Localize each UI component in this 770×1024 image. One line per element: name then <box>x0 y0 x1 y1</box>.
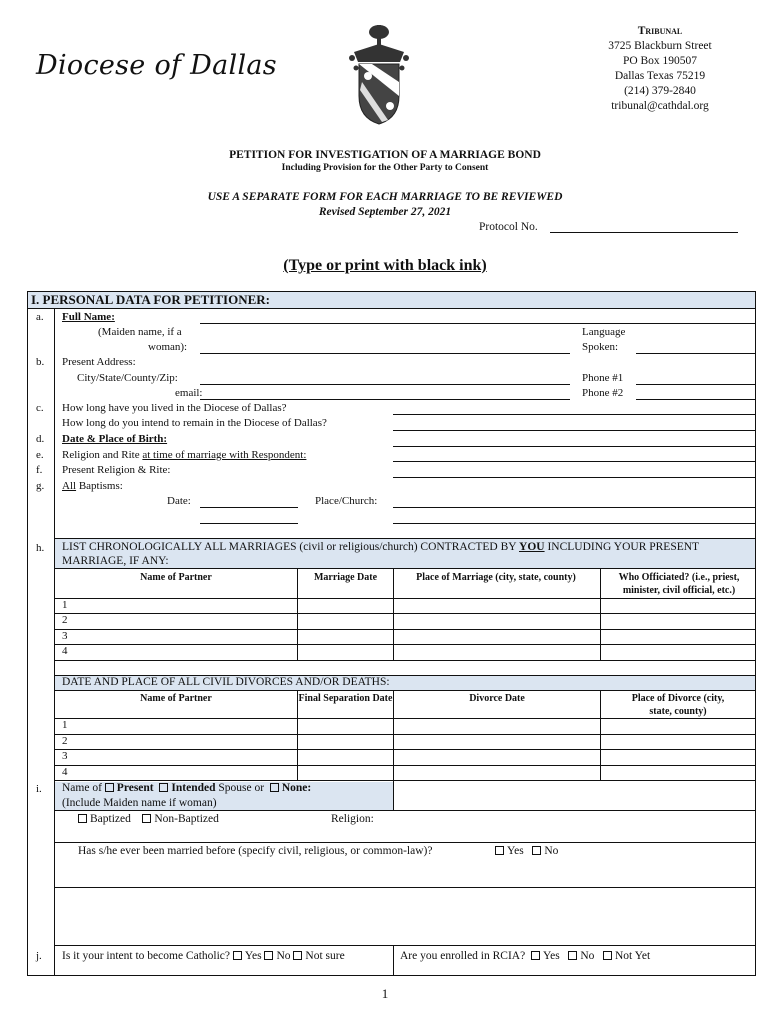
married-before-yes-checkbox[interactable] <box>495 846 504 855</box>
divorce-col-place: Place of Divorce (city, state, county) <box>631 693 725 717</box>
catholic-yes-checkbox[interactable] <box>233 951 242 960</box>
email-field[interactable] <box>200 399 570 400</box>
marriage-row-num: 4 <box>62 645 68 657</box>
divorce-col-partner: Name of Partner <box>140 693 212 704</box>
divorce-row-num: 1 <box>62 719 68 731</box>
baptism-date-field[interactable] <box>200 507 298 508</box>
divorce-row-num: 3 <box>62 750 68 762</box>
birth-field[interactable] <box>393 446 755 447</box>
phone2-field[interactable] <box>636 399 755 400</box>
marriage-col-partner: Name of Partner <box>140 572 212 583</box>
catholic-not-sure-checkbox[interactable] <box>293 951 302 960</box>
protocol-field[interactable] <box>550 232 738 233</box>
ink-note: (Type or print with black ink) <box>283 257 487 274</box>
tribunal-address: Tribunal 3725 Blackburn Street PO Box 190507 Dallas Texas 75219 (214) 379-2840 tribunal@cathdal.org <box>608 25 712 112</box>
baptism-place-field[interactable] <box>393 507 755 508</box>
rcia-not-yet-checkbox[interactable] <box>603 951 612 960</box>
remain-field[interactable] <box>393 430 755 431</box>
divorce-heading: DATE AND PLACE OF ALL CIVIL DIVORCES AND/OR DEATHS: <box>62 676 390 688</box>
baptism-place-field-2[interactable] <box>393 523 755 524</box>
full-name-label: Full Name: <box>62 311 115 323</box>
divorce-row-num: 4 <box>62 766 68 778</box>
married-before-no-checkbox[interactable] <box>532 846 541 855</box>
full-name-field[interactable] <box>200 323 755 324</box>
protocol-label: Protocol No. <box>479 221 538 233</box>
marriage-col-date: Marriage Date <box>313 572 378 583</box>
form-revised: Revised September 27, 2021 <box>318 206 452 218</box>
non-baptized-checkbox[interactable] <box>142 814 151 823</box>
diocese-title: Diocese of Dallas <box>36 50 277 81</box>
marriage-row-num: 3 <box>62 630 68 642</box>
rcia-yes-checkbox[interactable] <box>531 951 540 960</box>
present-checkbox[interactable] <box>105 783 114 792</box>
religion-rite-field[interactable] <box>393 461 755 462</box>
section-1-heading: I. PERSONAL DATA FOR PETITIONER: <box>31 292 270 307</box>
marriage-col-officiated: Who Officiated? (i.e., priest, minister, civil official, etc.) <box>618 572 740 596</box>
none-checkbox[interactable] <box>270 783 279 792</box>
phone1-field[interactable] <box>636 384 755 385</box>
marriage-col-place: Place of Marriage (city, state, county) <box>416 572 576 583</box>
catholic-no-checkbox[interactable] <box>264 951 273 960</box>
divorce-col-date: Divorce Date <box>469 693 525 704</box>
form-instruction: USE A SEPARATE FORM FOR EACH MARRIAGE TO BE REVIEWED <box>207 191 563 203</box>
baptism-date-field-2[interactable] <box>200 523 298 524</box>
diocese-crest-icon <box>348 22 410 126</box>
city-state-field[interactable] <box>200 384 570 385</box>
baptized-checkbox[interactable] <box>78 814 87 823</box>
intended-checkbox[interactable] <box>159 783 168 792</box>
marriage-row-num: 1 <box>62 599 68 611</box>
divorce-row-num: 2 <box>62 735 68 747</box>
marriage-row-num: 2 <box>62 614 68 626</box>
language-field[interactable] <box>636 353 755 354</box>
rcia-no-checkbox[interactable] <box>568 951 577 960</box>
maiden-name-field[interactable] <box>200 353 570 354</box>
page-number: 1 <box>381 986 389 1001</box>
present-religion-field[interactable] <box>393 477 755 478</box>
divorce-col-separation: Final Separation Date <box>298 693 393 704</box>
form-subtitle: Including Provision for the Other Party to Consent <box>281 163 489 173</box>
lived-field[interactable] <box>393 414 755 415</box>
form-title: PETITION FOR INVESTIGATION OF A MARRIAGE BOND <box>229 149 541 161</box>
